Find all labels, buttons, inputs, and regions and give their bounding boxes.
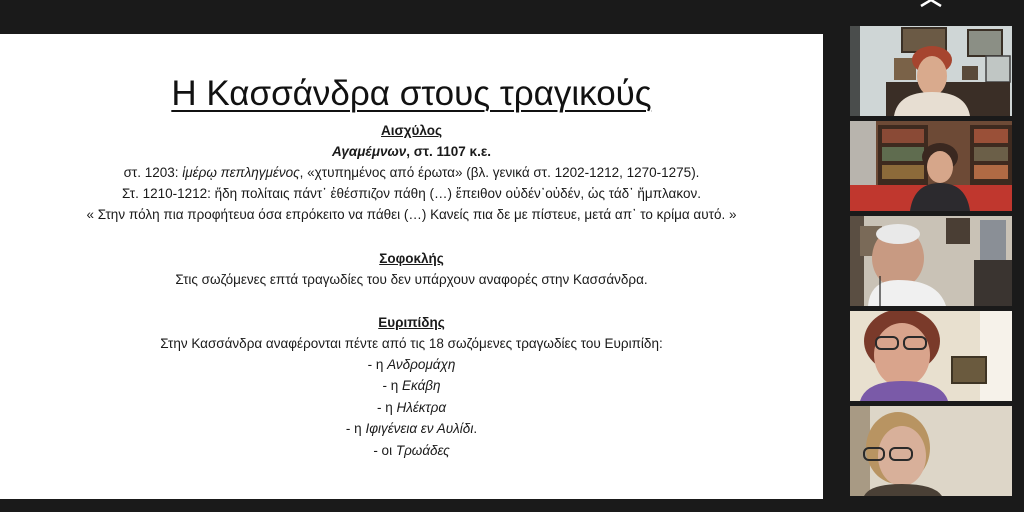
shared-slide xyxy=(0,34,823,499)
aeschylus-line-2: Στ. 1210-1212: ἤδη πολίταις πάντ᾽ ἐθέσπιζον πάθη (…) ἔπειθον οὐδέν᾽οὐδέν, ὡς τάδ᾽ ἤμπλακον. xyxy=(122,186,701,201)
play-item: - η Ιφιγένεια εν Αυλίδι. xyxy=(345,421,478,436)
slide-title: Η Κασσάνδρα στους τραγικούς xyxy=(171,74,652,113)
aeschylus-line-3: « Στην πόλη πια προφήτευα όσα επρόκειτο να πάθει (…) Κανείς πια δε με πίστευε, μετά απ᾽ το κρίμα αυτό. » xyxy=(86,207,737,222)
sophocles-heading: Σοφοκλής xyxy=(379,251,444,266)
participant-video-tile[interactable] xyxy=(850,216,1012,306)
euripides-line: Στην Κασσάνδρα αναφέρονται πέντε από τις 18 σωζόμενες τραγωδίες του Ευριπίδη: xyxy=(160,336,663,351)
participant-video xyxy=(850,216,1012,306)
participant-video-tile[interactable] xyxy=(850,26,1012,116)
participant-gallery xyxy=(850,0,1012,512)
sophocles-line: Στις σωζόμενες επτά τραγωδίες του δεν υπάρχουν αναφορές στην Κασσάνδρα. xyxy=(175,272,648,287)
participant-video xyxy=(850,26,1012,116)
aeschylus-work-title: Αγαμέμνων xyxy=(331,144,407,159)
aeschylus-work xyxy=(0,144,823,159)
participant-video xyxy=(850,406,1012,496)
participant-video-tile[interactable] xyxy=(850,121,1012,211)
aeschylus-work-ref: , στ. 1107 κ.ε. xyxy=(406,144,491,159)
aeschylus-line-1: στ. 1203: ἱμέρῳ πεπληγμένος, «χτυπημένος από έρωτα» (βλ. γενικά στ. 1202-1212, 1270-1275). xyxy=(123,165,700,180)
play-item: - οι Τρωάδες xyxy=(373,443,450,458)
participant-video-tile[interactable] xyxy=(850,406,1012,496)
participant-video-tile[interactable] xyxy=(850,311,1012,401)
euripides-heading: Ευριπίδης xyxy=(378,315,445,330)
play-item: - η Ηλέκτρα xyxy=(376,400,447,415)
play-item: - η Ανδρομάχη xyxy=(367,357,456,372)
play-item: - η Εκάβη xyxy=(382,378,441,393)
participant-video xyxy=(850,311,1012,401)
aeschylus-heading: Αισχύλος xyxy=(381,123,442,138)
participant-video xyxy=(850,121,1012,211)
